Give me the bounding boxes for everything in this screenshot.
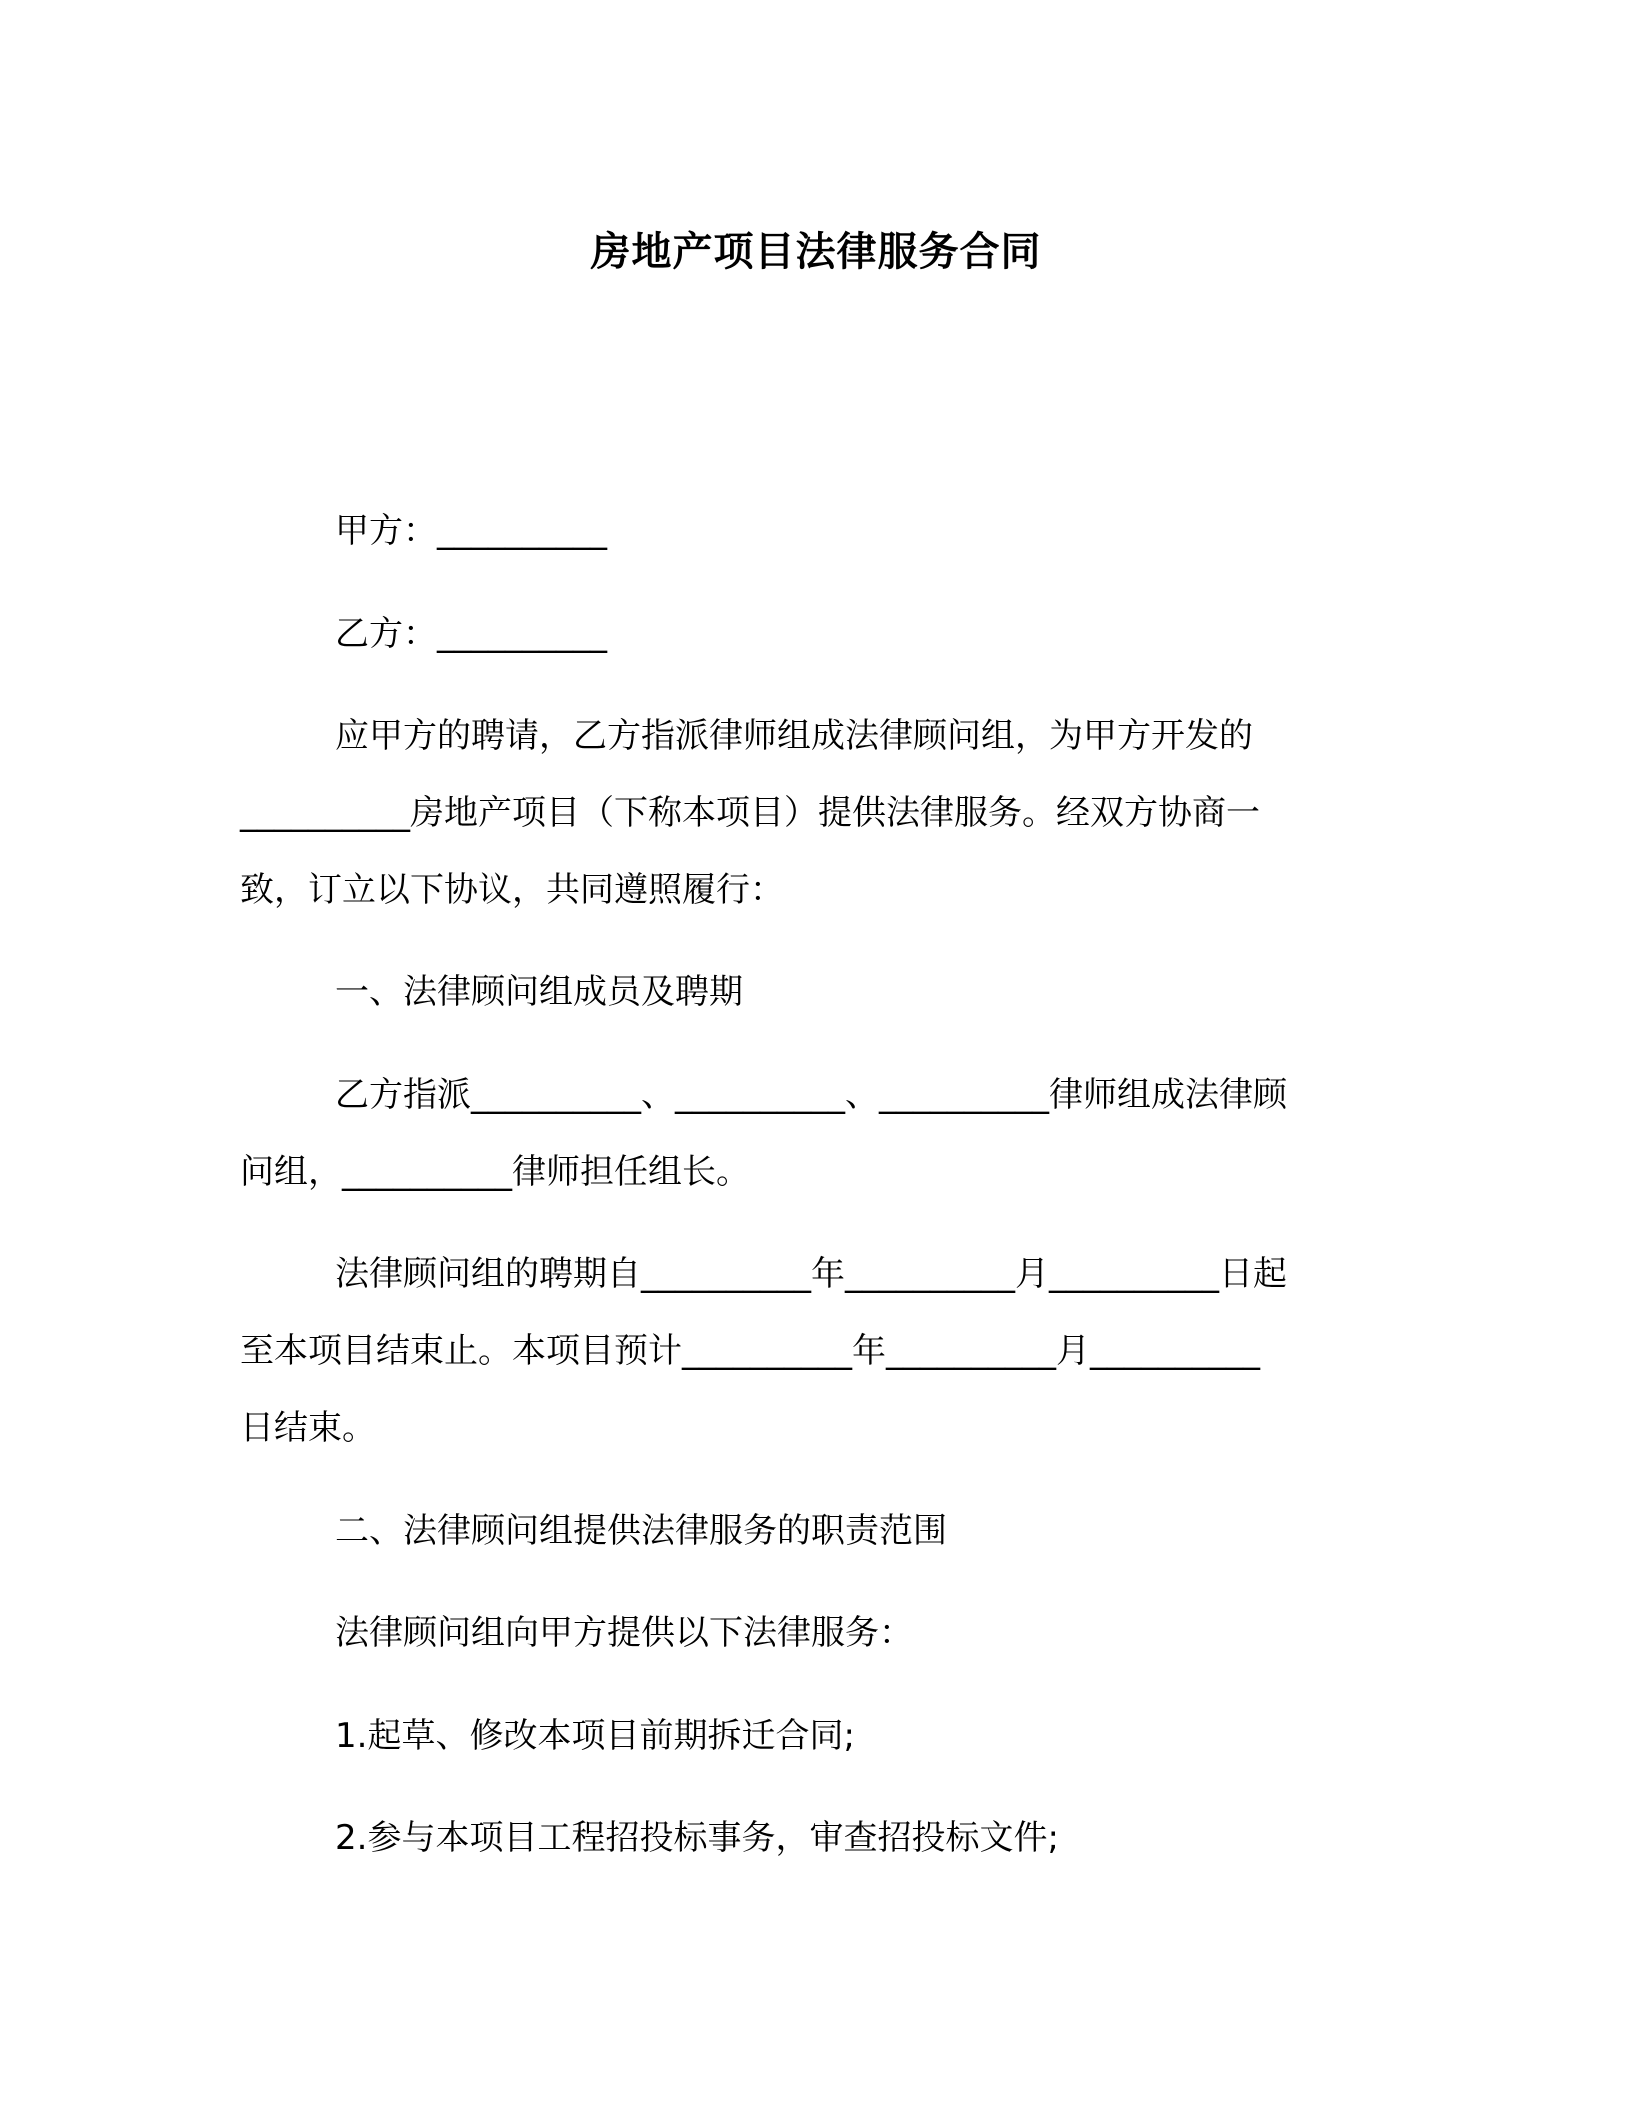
- section1-p2-line-3: 日结束。: [240, 1408, 376, 1448]
- intro-line-3: 致，订立以下协议，共同遵照履行：: [240, 870, 784, 910]
- intro-line-2: __________房地产项目（下称本项目）提供法律服务。经双方协商一: [240, 793, 1260, 833]
- list-item: 2.参与本项目工程招投标事务，审查招投标文件;: [335, 1818, 1059, 1858]
- list-item: 1.起草、修改本项目前期拆迁合同;: [335, 1716, 855, 1756]
- section1-p1-line-1: 乙方指派__________、__________、__________律师组成法律顾: [335, 1075, 1287, 1115]
- section1-p2-line-1: 法律顾问组的聘期自__________年__________月__________日起: [335, 1254, 1287, 1294]
- document-title: 房地产项目法律服务合同: [590, 229, 1042, 275]
- party-b-line: 乙方：__________: [335, 614, 607, 654]
- section1-p1-line-2: 问组，__________律师担任组长。: [240, 1152, 750, 1192]
- section2-intro: 法律顾问组向甲方提供以下法律服务：: [335, 1613, 913, 1653]
- party-a-line: 甲方：__________: [335, 511, 607, 551]
- section1-heading: 一、法律顾问组成员及聘期: [335, 972, 743, 1012]
- section1-p2-line-2: 至本项目结束止。本项目预计__________年__________月__________: [240, 1331, 1260, 1371]
- intro-line-1: 应甲方的聘请，乙方指派律师组成法律顾问组，为甲方开发的: [335, 716, 1253, 756]
- section2-heading: 二、法律顾问组提供法律服务的职责范围: [335, 1511, 947, 1551]
